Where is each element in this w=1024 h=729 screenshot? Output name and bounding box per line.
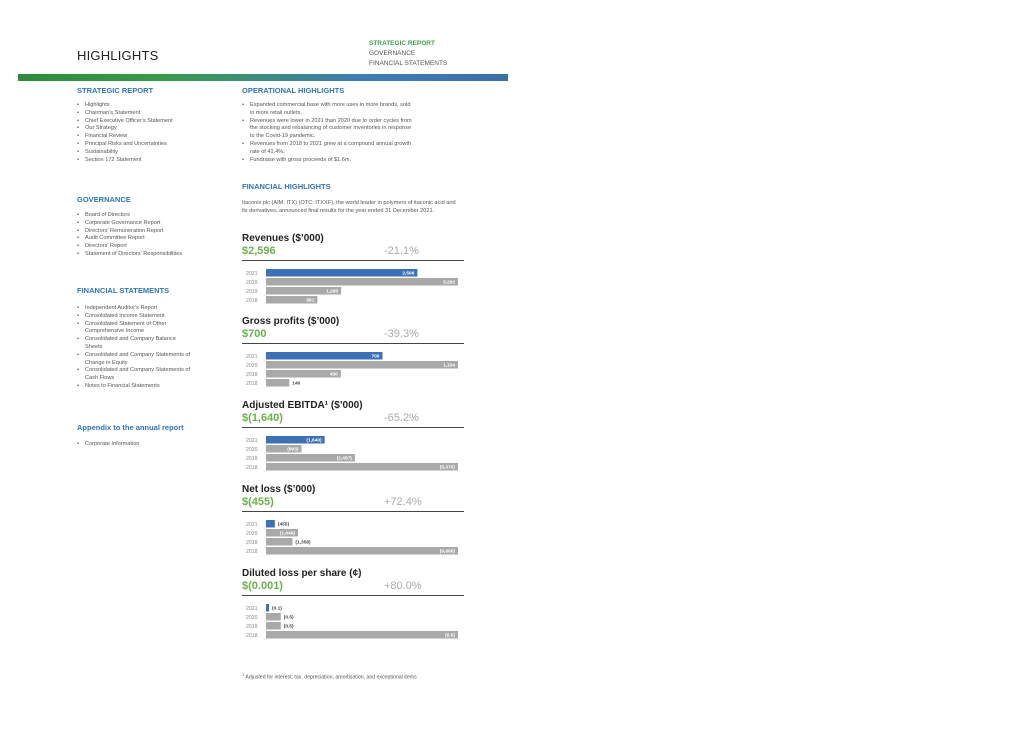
bar-value-label: (1,358): [295, 540, 311, 546]
toc-link[interactable]: • Highlights: [77, 102, 173, 110]
metric-change: +72.4%: [384, 496, 422, 508]
metric-revenues: [242, 233, 467, 308]
metric-change: -65.2%: [384, 412, 419, 424]
operational-highlights-list: [242, 102, 412, 164]
header-color-band: [18, 74, 508, 81]
year-label: 2021: [246, 522, 258, 528]
governance-heading[interactable]: GOVERNANCE: [77, 195, 131, 204]
nav-strategic-report[interactable]: STRATEGIC REPORT: [369, 40, 435, 47]
bar-value-label: (2,487): [336, 456, 352, 462]
year-label: 2021: [246, 438, 258, 444]
year-label: 2020: [246, 531, 258, 537]
operational-bullet-continued: the stocking and rebalancing of customer inventories in response: [250, 125, 412, 132]
metric-value: $(0.001): [242, 580, 283, 592]
toc-link-continued[interactable]: Comprehensive Income: [85, 328, 145, 335]
operational-bullet-continued: rate of 41.4%.: [250, 148, 285, 155]
bar-value-label: 140: [292, 381, 301, 387]
metric-change: -21.1%: [384, 245, 419, 257]
metric-title: Diluted loss per share (¢): [242, 568, 362, 579]
operational-bullet: • Fundraise with gross proceeds of $1.6m.: [242, 157, 412, 165]
bar-value-label: (993): [287, 447, 299, 453]
financial-highlights-heading: FINANCIAL HIGHLIGHTS: [242, 182, 331, 191]
year-label: 2021: [246, 354, 258, 360]
toc-link[interactable]: • Sustainability: [77, 149, 173, 157]
year-label: 2020: [246, 363, 258, 369]
metric-divider: [242, 511, 464, 512]
bar-value-label: 450: [329, 372, 338, 378]
toc-link[interactable]: • Chairman's Statement: [77, 110, 173, 118]
toc-link-continued[interactable]: Change in Equity: [85, 359, 128, 366]
bar: [266, 631, 458, 639]
bar-value-label: (5,370): [439, 465, 455, 471]
year-label: 2021: [246, 606, 258, 612]
metric-change: -39.3%: [384, 328, 419, 340]
metric-value: $2,596: [242, 245, 276, 257]
diluted-loss-chart: [242, 603, 467, 643]
bar-value-label: (0.5): [283, 615, 294, 621]
toc-link[interactable]: • Board of Directors: [77, 212, 182, 220]
bar: [266, 520, 275, 528]
bar: [266, 463, 458, 471]
toc-link-continued[interactable]: Sheets: [85, 343, 103, 350]
toc-link[interactable]: • Directors' Remuneration Report: [77, 228, 182, 236]
metric-title: Net loss ($’000): [242, 484, 316, 495]
metric-net-loss: [242, 484, 467, 559]
year-label: 2019: [246, 289, 258, 295]
toc-link[interactable]: • Corporate Governance Report: [77, 220, 182, 228]
year-label: 2019: [246, 372, 258, 378]
appendix-list: [77, 441, 139, 449]
toc-link[interactable]: • Audit Committee Report: [77, 235, 182, 243]
metric-value: $(455): [242, 496, 274, 508]
operational-bullet: • Revenues were lower in 2021 than 2020 due to order cycles from: [242, 118, 412, 126]
bar: [266, 613, 281, 621]
financial-statements-list: [77, 305, 190, 391]
bar-value-label: (1,646): [279, 531, 296, 537]
bar-value-label: (9,868): [439, 549, 455, 555]
metric-adjusted-ebitda: [242, 400, 467, 475]
bar-value-label: 881: [306, 298, 315, 304]
net-loss-chart: [242, 519, 467, 559]
adjusted-ebitda-chart: [242, 435, 467, 475]
year-label: 2020: [246, 447, 258, 453]
metric-title: Adjusted EBITDA¹ ($’000): [242, 400, 363, 411]
strategic-report-heading[interactable]: STRATEGIC REPORT: [77, 86, 154, 95]
metric-title: Revenues ($’000): [242, 233, 324, 244]
operational-bullet-continued: in more retail outlets.: [250, 109, 302, 116]
financial-statements-heading[interactable]: FINANCIAL STATEMENTS: [77, 286, 170, 295]
bar: [266, 361, 458, 369]
bar: [266, 269, 417, 277]
metric-gross-profits: [242, 316, 467, 391]
year-label: 2018: [246, 633, 258, 639]
bar: [266, 604, 269, 612]
nav-financial-statements[interactable]: FINANCIAL STATEMENTS: [369, 60, 448, 67]
bar-value-label: (6.5): [445, 633, 455, 639]
metric-divider: [242, 260, 464, 261]
year-label: 2020: [246, 280, 258, 286]
bar-value-label: (0.5): [283, 624, 294, 630]
toc-link[interactable]: • Consolidated and Company Balance: [77, 336, 190, 344]
bar-value-label: 700: [371, 354, 380, 360]
toc-link[interactable]: • Directors' Report: [77, 243, 182, 251]
toc-link[interactable]: • Independent Auditor's Report: [77, 305, 190, 313]
year-label: 2019: [246, 456, 258, 462]
toc-link[interactable]: • Principal Risks and Uncertainties: [77, 141, 173, 149]
bar-value-label: (1,640): [306, 438, 322, 444]
year-label: 2018: [246, 381, 258, 387]
operational-highlights-heading: OPERATIONAL HIGHLIGHTS: [242, 86, 345, 95]
gross-profits-chart: [242, 351, 467, 391]
metric-divider: [242, 427, 464, 428]
metric-divider: [242, 595, 464, 596]
toc-link[interactable]: • Consolidated Statement of Other: [77, 321, 190, 329]
metric-title: Gross profits ($’000): [242, 316, 340, 327]
bar: [266, 278, 458, 286]
year-label: 2018: [246, 465, 258, 471]
bar-value-label: 1,288: [326, 289, 339, 295]
footnote-text: Adjusted for interest, tax, depreciation, amortisation, and exceptional items: [245, 674, 417, 681]
toc-link[interactable]: • Consolidated and Company Statements of: [77, 352, 190, 360]
toc-link[interactable]: • Corporate Information: [77, 441, 139, 449]
toc-link-continued[interactable]: Cash Flows: [85, 375, 115, 382]
bar: [266, 622, 281, 630]
metric-value: $700: [242, 328, 267, 340]
bar: [266, 547, 458, 555]
toc-link[interactable]: • Chief Executive Officer's Statement: [77, 118, 173, 126]
bar-value-label: 1,154: [442, 363, 455, 369]
toc-link[interactable]: • Financial Review: [77, 133, 173, 141]
year-label: 2019: [246, 540, 258, 546]
page-title: HIGHLIGHTS: [77, 48, 159, 63]
toc-link[interactable]: • Notes to Financial Statements: [77, 383, 190, 391]
bar: [266, 379, 289, 387]
year-label: 2018: [246, 298, 258, 304]
metric-change: +80.0%: [384, 580, 422, 592]
operational-bullet-continued: to the Covid-19 pandemic.: [250, 133, 316, 140]
year-label: 2021: [246, 271, 258, 277]
metric-diluted-loss-per-share: [242, 568, 467, 643]
section-nav: [369, 39, 447, 69]
appendix-heading[interactable]: Appendix to the annual report: [77, 423, 184, 432]
bar-value-label: (0.1): [272, 606, 282, 612]
bar-value-label: 2,596: [402, 271, 415, 277]
toc-link[interactable]: • Statement of Directors' Responsibilities: [77, 251, 182, 259]
year-label: 2019: [246, 624, 258, 630]
revenues-chart: [242, 268, 467, 308]
bar-value-label: 3,292: [442, 280, 455, 286]
nav-governance[interactable]: GOVERNANCE: [369, 50, 416, 57]
strategic-report-list: [77, 102, 173, 164]
toc-link[interactable]: • Consolidated and Company Statements of: [77, 367, 190, 375]
footnote: $^1$ Adjusted for interest, tax, depreciation, amortisation, and exceptional items: [242, 672, 417, 681]
toc-link[interactable]: • Section 172 Statement: [77, 157, 173, 165]
bar-value-label: (455): [277, 522, 290, 528]
toc-link[interactable]: • Consolidated Income Statement: [77, 313, 190, 321]
operational-bullet: • Revenues from 2018 to 2021 grew at a compound annual growth: [242, 141, 412, 149]
governance-list: [77, 212, 182, 259]
year-label: 2018: [246, 549, 258, 555]
year-label: 2020: [246, 615, 258, 621]
metric-divider: [242, 343, 464, 344]
operational-bullet: • Expanded commercial base with more uses in more brands, sold: [242, 102, 412, 110]
financial-highlights-intro: Itaconix plc (AIM: ITX) (OTC: ITXXF), the world leader in polymers of itaconic acid and its derivatives, announced final results for the year ended 31 December 2021.: [242, 200, 456, 214]
bar: [266, 352, 382, 360]
toc-link[interactable]: • Our Strategy: [77, 125, 173, 133]
bar: [266, 538, 292, 546]
metric-value: $(1,640): [242, 412, 283, 424]
